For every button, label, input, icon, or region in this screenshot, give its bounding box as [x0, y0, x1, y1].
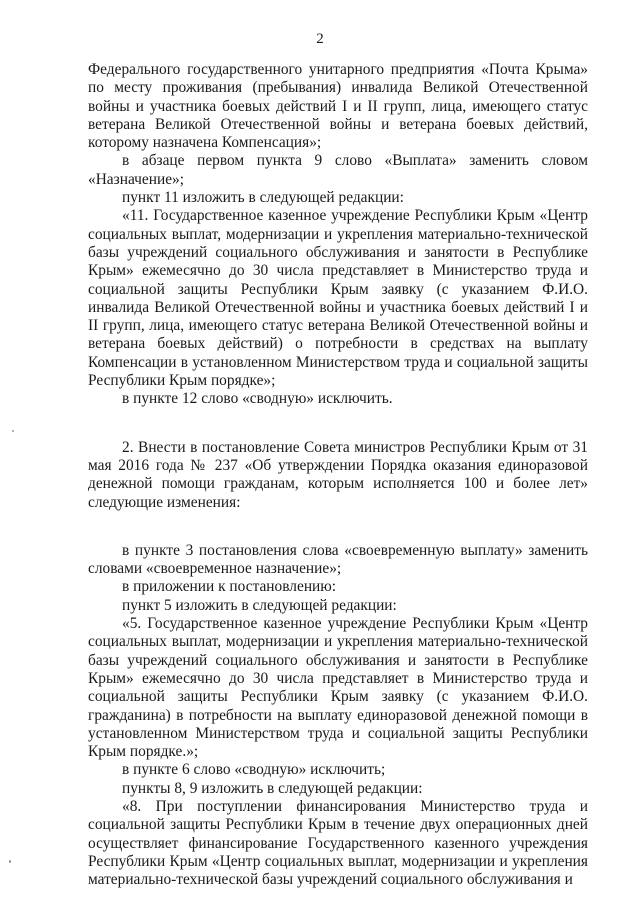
scan-speck	[12, 430, 14, 432]
page-number: 2	[316, 31, 324, 47]
document-body	[88, 61, 588, 889]
paragraph: в пункте 12 слово «сводную» исключить.	[122, 390, 393, 408]
paragraph: в пункте 6 слово «сводную» исключить;	[122, 761, 386, 779]
scan-speck	[9, 860, 11, 863]
paragraph: «8. При поступлении финансирования Министерство труда и социальной защиты Республики Крым в течение двух операционных дней осуществляет финансирование Государственного казенного учреждения Республики Крым «Центр социальных выплат, модернизации и укрепления материально-технической базы учреждений социального обслуживания и	[88, 797, 588, 889]
paragraph: пункт 11 изложить в следующей редакции:	[122, 189, 404, 207]
paragraph: Федерального государственного унитарного предприятия «Почта Крыма» по месту проживания (пребывания) инвалида Великой Отечественной войны и участника боевых действий I и II групп, лица, имеющего статус ветерана Великой Отечественной войны и ветерана боевых действий, которому назначена Компенсация»;	[88, 61, 588, 152]
paragraph: в приложении к постановлению:	[122, 578, 337, 596]
paragraph: в абзаце первом пункта 9 слово «Выплата» заменить словом «Назначение»;	[88, 152, 588, 188]
paragraph: «5. Государственное казенное учреждение Республики Крым «Центр социальных выплат, модернизации и укрепления материально-технической базы учреждений социального обслуживания и занятости в Республике Крым» ежемесячно до 30 числа представляет в Министерство труда и социальной защиты Республики Крым заявку (с указанием Ф.И.О. гражданина) в потребности на выплату единоразовой денежной помощи в установленном Министерством труда и социальной защиты Республики Крым порядке.»;	[88, 615, 588, 761]
paragraph: в пункте 3 постановления слова «своевременную выплату» заменить словами «своевременное назначение»;	[88, 541, 588, 578]
paragraph: пункт 5 изложить в следующей редакции:	[122, 596, 397, 614]
paragraph: 2. Внести в постановление Совета министров Республики Крым от 31 мая 2016 года № 237 «Об утверждении Порядка оказания единоразовой денежной помощи гражданам, которым исполняется 100 и более лет» следующие изменения:	[88, 438, 588, 511]
paragraph: «11. Государственное казенное учреждение Республики Крым «Центр социальных выплат, модернизации и укрепления материально-технической базы учреждений социального обслуживания и занятости в Республике Крым» ежемесячно до 30 числа представляет в Министерство труда и социальной защиты Республики Крым заявку (с указанием Ф.И.О. инвалида Великой Отечественной войны и участника боевых действий I и II групп, лица, имеющего статус ветерана Великой Отечественной войны и ветерана боевых действий) о потребности в средствах на выплату Компенсации в установленном Министерством труда и социальной защиты Республики Крым порядке»;	[88, 207, 588, 390]
paragraph: пункты 8, 9 изложить в следующей редакции:	[122, 779, 423, 797]
